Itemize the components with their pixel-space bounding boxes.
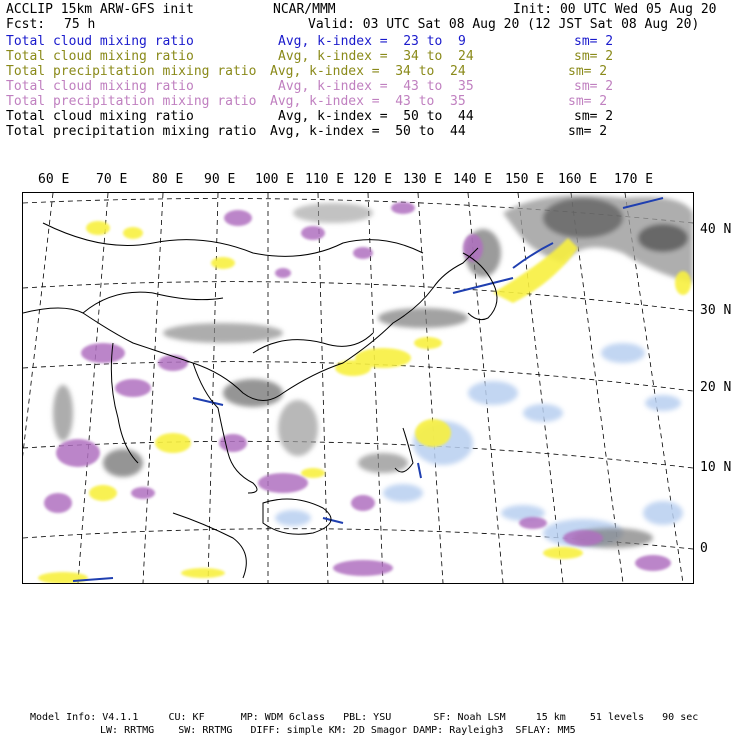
meridian-line <box>418 193 443 583</box>
lon-label: 70 E <box>96 172 128 187</box>
lat-label: 10 N <box>700 460 732 475</box>
legend-smoothing: sm= 2 <box>574 49 614 64</box>
light-blue-cloud <box>275 343 683 547</box>
meridian-line <box>208 193 218 583</box>
institution-label: NCAR/MMM <box>273 2 336 17</box>
lat-label: 40 N <box>700 222 732 237</box>
legend-field: Total precipitation mixing ratio <box>6 124 257 139</box>
legend-field: Total cloud mixing ratio <box>6 49 194 64</box>
legend-field: Total precipitation mixing ratio <box>6 94 257 109</box>
forecast-hours: 75 h <box>64 17 96 32</box>
lon-label: 170 E <box>614 172 654 187</box>
legend-range: Avg, k-index = 23 to 9 <box>278 34 466 49</box>
lon-label: 100 E <box>255 172 295 187</box>
physics-info: LW: RRTMG SW: RRTMG DIFF: simple KM: 2D Smagor DAMP: Rayleigh3 SFLAY: MM5 <box>100 725 576 736</box>
init-time: Init: 00 UTC Wed 05 Aug 20 <box>513 2 717 17</box>
legend-smoothing: sm= 2 <box>568 124 608 139</box>
lat-label: 30 N <box>700 303 732 318</box>
model-info: Model Info: V4.1.1 CU: KF MP: WDM 6class PBL: YSU SF: Noah LSM 15 km 51 levels 90 sec <box>30 712 699 723</box>
forecast-label: Fcst: <box>6 17 46 32</box>
valid-time: Valid: 03 UTC Sat 08 Aug 20 (12 JST Sat 08 Aug 20) <box>308 17 700 32</box>
lat-label: 0 <box>700 541 708 556</box>
legend-range: Avg, k-index = 50 to 44 <box>278 109 474 124</box>
meridian-line <box>23 193 53 583</box>
legend-field: Total cloud mixing ratio <box>6 109 194 124</box>
legend-range: Avg, k-index = 50 to 44 <box>270 124 466 139</box>
lon-label: 80 E <box>152 172 184 187</box>
meridian-line <box>78 193 108 583</box>
lon-label: 140 E <box>453 172 493 187</box>
legend-field: Total cloud mixing ratio <box>6 79 194 94</box>
legend-range: Avg, k-index = 34 to 24 <box>270 64 466 79</box>
legend-field: Total precipitation mixing ratio <box>6 64 257 79</box>
legend-smoothing: sm= 2 <box>568 94 608 109</box>
legend-smoothing: sm= 2 <box>568 64 608 79</box>
legend-range: Avg, k-index = 43 to 35 <box>270 94 466 109</box>
lon-label: 110 E <box>305 172 345 187</box>
lon-label: 130 E <box>403 172 443 187</box>
forecast-map <box>22 192 694 584</box>
model-title: ACCLIP 15km ARW-GFS init <box>6 2 194 17</box>
lon-label: 60 E <box>38 172 70 187</box>
legend-smoothing: sm= 2 <box>574 109 614 124</box>
border <box>83 292 223 313</box>
legend-smoothing: sm= 2 <box>574 34 614 49</box>
legend-field: Total cloud mixing ratio <box>6 34 194 49</box>
legend-smoothing: sm= 2 <box>574 79 614 94</box>
coastlines <box>23 223 497 578</box>
lon-label: 90 E <box>204 172 236 187</box>
lon-label: 160 E <box>558 172 598 187</box>
legend-range: Avg, k-index = 43 to 35 <box>278 79 474 94</box>
map-canvas <box>23 193 693 583</box>
parallel-line <box>23 282 693 311</box>
lon-label: 150 E <box>505 172 545 187</box>
lon-label: 120 E <box>353 172 393 187</box>
legend-range: Avg, k-index = 34 to 24 <box>278 49 474 64</box>
lat-label: 20 N <box>700 380 732 395</box>
